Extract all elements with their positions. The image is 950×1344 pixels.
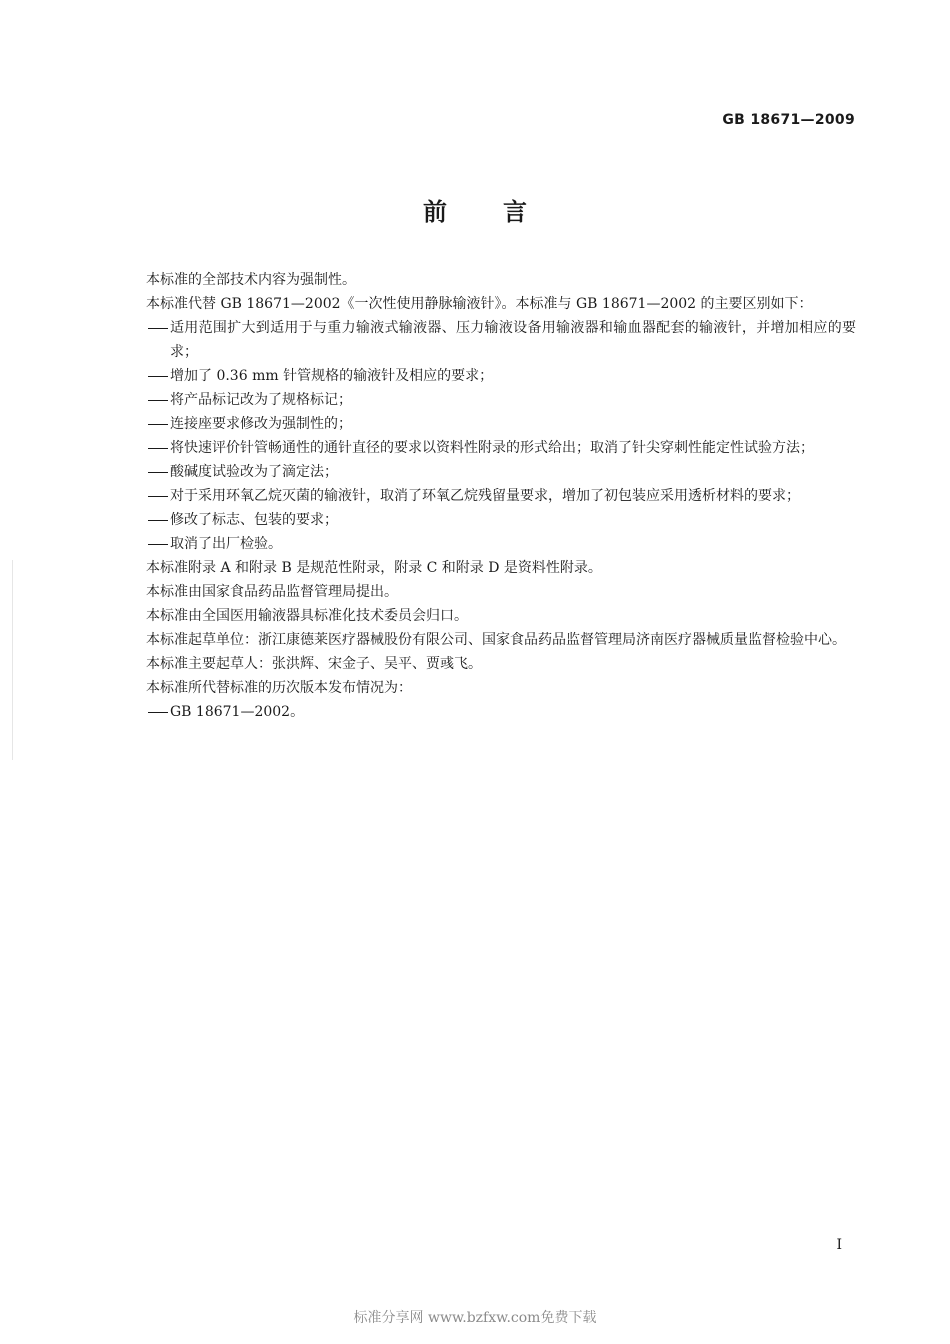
paragraph: 本标准由全国医用输液器具标准化技术委员会归口。 — [146, 608, 468, 624]
paragraph: 本标准附录 A 和附录 B 是规范性附录，附录 C 和附录 D 是资料性附录。 — [146, 560, 602, 576]
history-item: GB 18671—2002。 — [170, 704, 305, 720]
paragraph: 本标准起草单位：浙江康德莱医疗器械股份有限公司、国家食品药品监督管理局济南医疗器械质量监督检验中心。 — [146, 632, 846, 648]
paragraph: 本标准主要起草人：张洪辉、宋金子、吴平、贾彧飞。 — [146, 656, 482, 672]
document-body — [118, 268, 856, 724]
scan-edge-line — [12, 560, 13, 760]
page-number: I — [836, 1237, 842, 1253]
paragraph: 本标准代替 GB 18671—2002《一次性使用静脉输液针》。本标准与 GB 18671—2002 的主要区别如下： — [146, 296, 813, 312]
list-item: 取消了出厂检验。 — [170, 536, 282, 552]
standard-code: GB 18671—2009 — [722, 112, 855, 128]
paragraph: 本标准所代替标准的历次版本发布情况为： — [146, 680, 412, 696]
paragraph: 本标准的全部技术内容为强制性。 — [146, 272, 356, 288]
list-item: 将产品标记改为了规格标记； — [170, 392, 352, 408]
changes-list — [118, 316, 856, 556]
list-item: 对于采用环氧乙烷灭菌的输液针，取消了环氧乙烷残留量要求，增加了初包装应采用透析材料的要求； — [170, 488, 800, 504]
list-item: 适用范围扩大到适用于与重力输液式输液器、压力输液设备用输液器和输血器配套的输液针，并增加相应的要求； — [170, 320, 856, 360]
list-item: 将快速评价针管畅通性的通针直径的要求以资料性附录的形式给出；取消了针尖穿刺性能定性试验方法； — [170, 440, 814, 456]
list-item: 增加了 0.36 mm 针管规格的输液针及相应的要求； — [170, 368, 494, 384]
list-item: 酸碱度试验改为了滴定法； — [170, 464, 338, 480]
page-title: 前言 — [423, 198, 583, 226]
list-item: 连接座要求修改为强制性的； — [170, 416, 352, 432]
watermark: 标准分享网 www.bzfxw.com免费下载 — [353, 1310, 597, 1326]
paragraph: 本标准由国家食品药品监督管理局提出。 — [146, 584, 398, 600]
list-item: 修改了标志、包装的要求； — [170, 512, 338, 528]
